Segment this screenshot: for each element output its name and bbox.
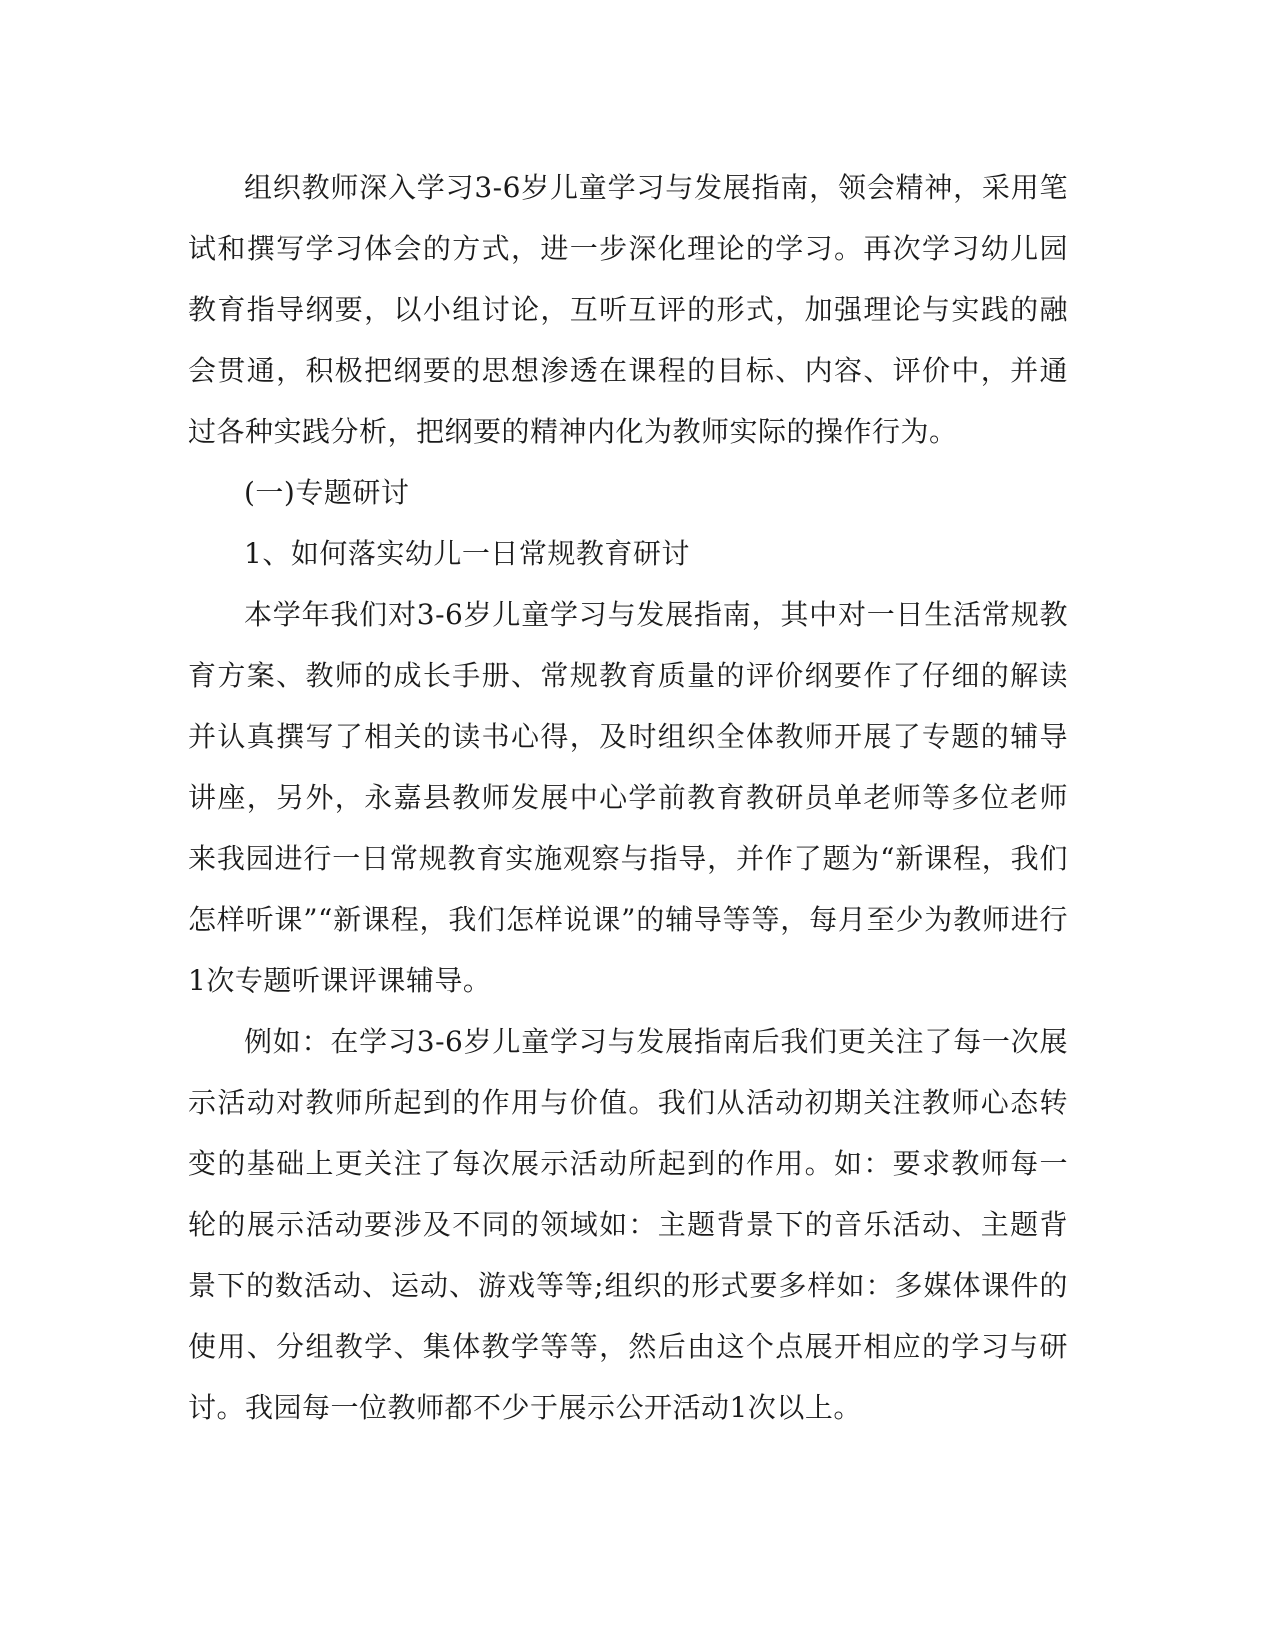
- section-heading-topic-research: (一)专题研讨: [244, 476, 410, 509]
- document-body: [188, 157, 1068, 1438]
- subsection-heading-daily-routine: 1、如何落实幼儿一日常规教育研讨: [244, 537, 690, 570]
- paragraph-example-activities: 例如：在学习3-6岁儿童学习与发展指南后我们更关注了每一次展示活动对教师所起到的作用与价值。我们从活动初期关注教师心态转变的基础上更关注了每次展示活动所起到的作用。如：要求教师每一轮的展示活动要涉及不同的领域如：主题背景下的音乐活动、主题背景下的数活动、运动、游戏等等;组织的形式要多样如：多媒体课件的使用、分组教学、集体教学等等，然后由这个点展开相应的学习与研讨。我园每一位教师都不少于展示公开活动1次以上。: [188, 1025, 1068, 1424]
- paragraph-daily-routine-research: 本学年我们对3-6岁儿童学习与发展指南，其中对一日生活常规教育方案、教师的成长手册、常规教育质量的评价纲要作了仔细的解读并认真撰写了相关的读书心得，及时组织全体教师开展了专题的辅导讲座，另外，永嘉县教师发展中心学前教育教研员单老师等多位老师来我园进行一日常规教育实施观察与指导，并作了题为“新课程，我们怎样听课”“新课程，我们怎样说课”的辅导等等，每月至少为教师进行1次专题听课评课辅导。: [188, 598, 1068, 997]
- paragraph-study-guidelines: 组织教师深入学习3-6岁儿童学习与发展指南，领会精神，采用笔试和撰写学习体会的方式，进一步深化理论的学习。再次学习幼儿园教育指导纲要，以小组讨论，互听互评的形式，加强理论与实践的融会贯通，积极把纲要的思想渗透在课程的目标、内容、评价中，并通过各种实践分析，把纲要的精神内化为教师实际的操作行为。: [188, 171, 1068, 448]
